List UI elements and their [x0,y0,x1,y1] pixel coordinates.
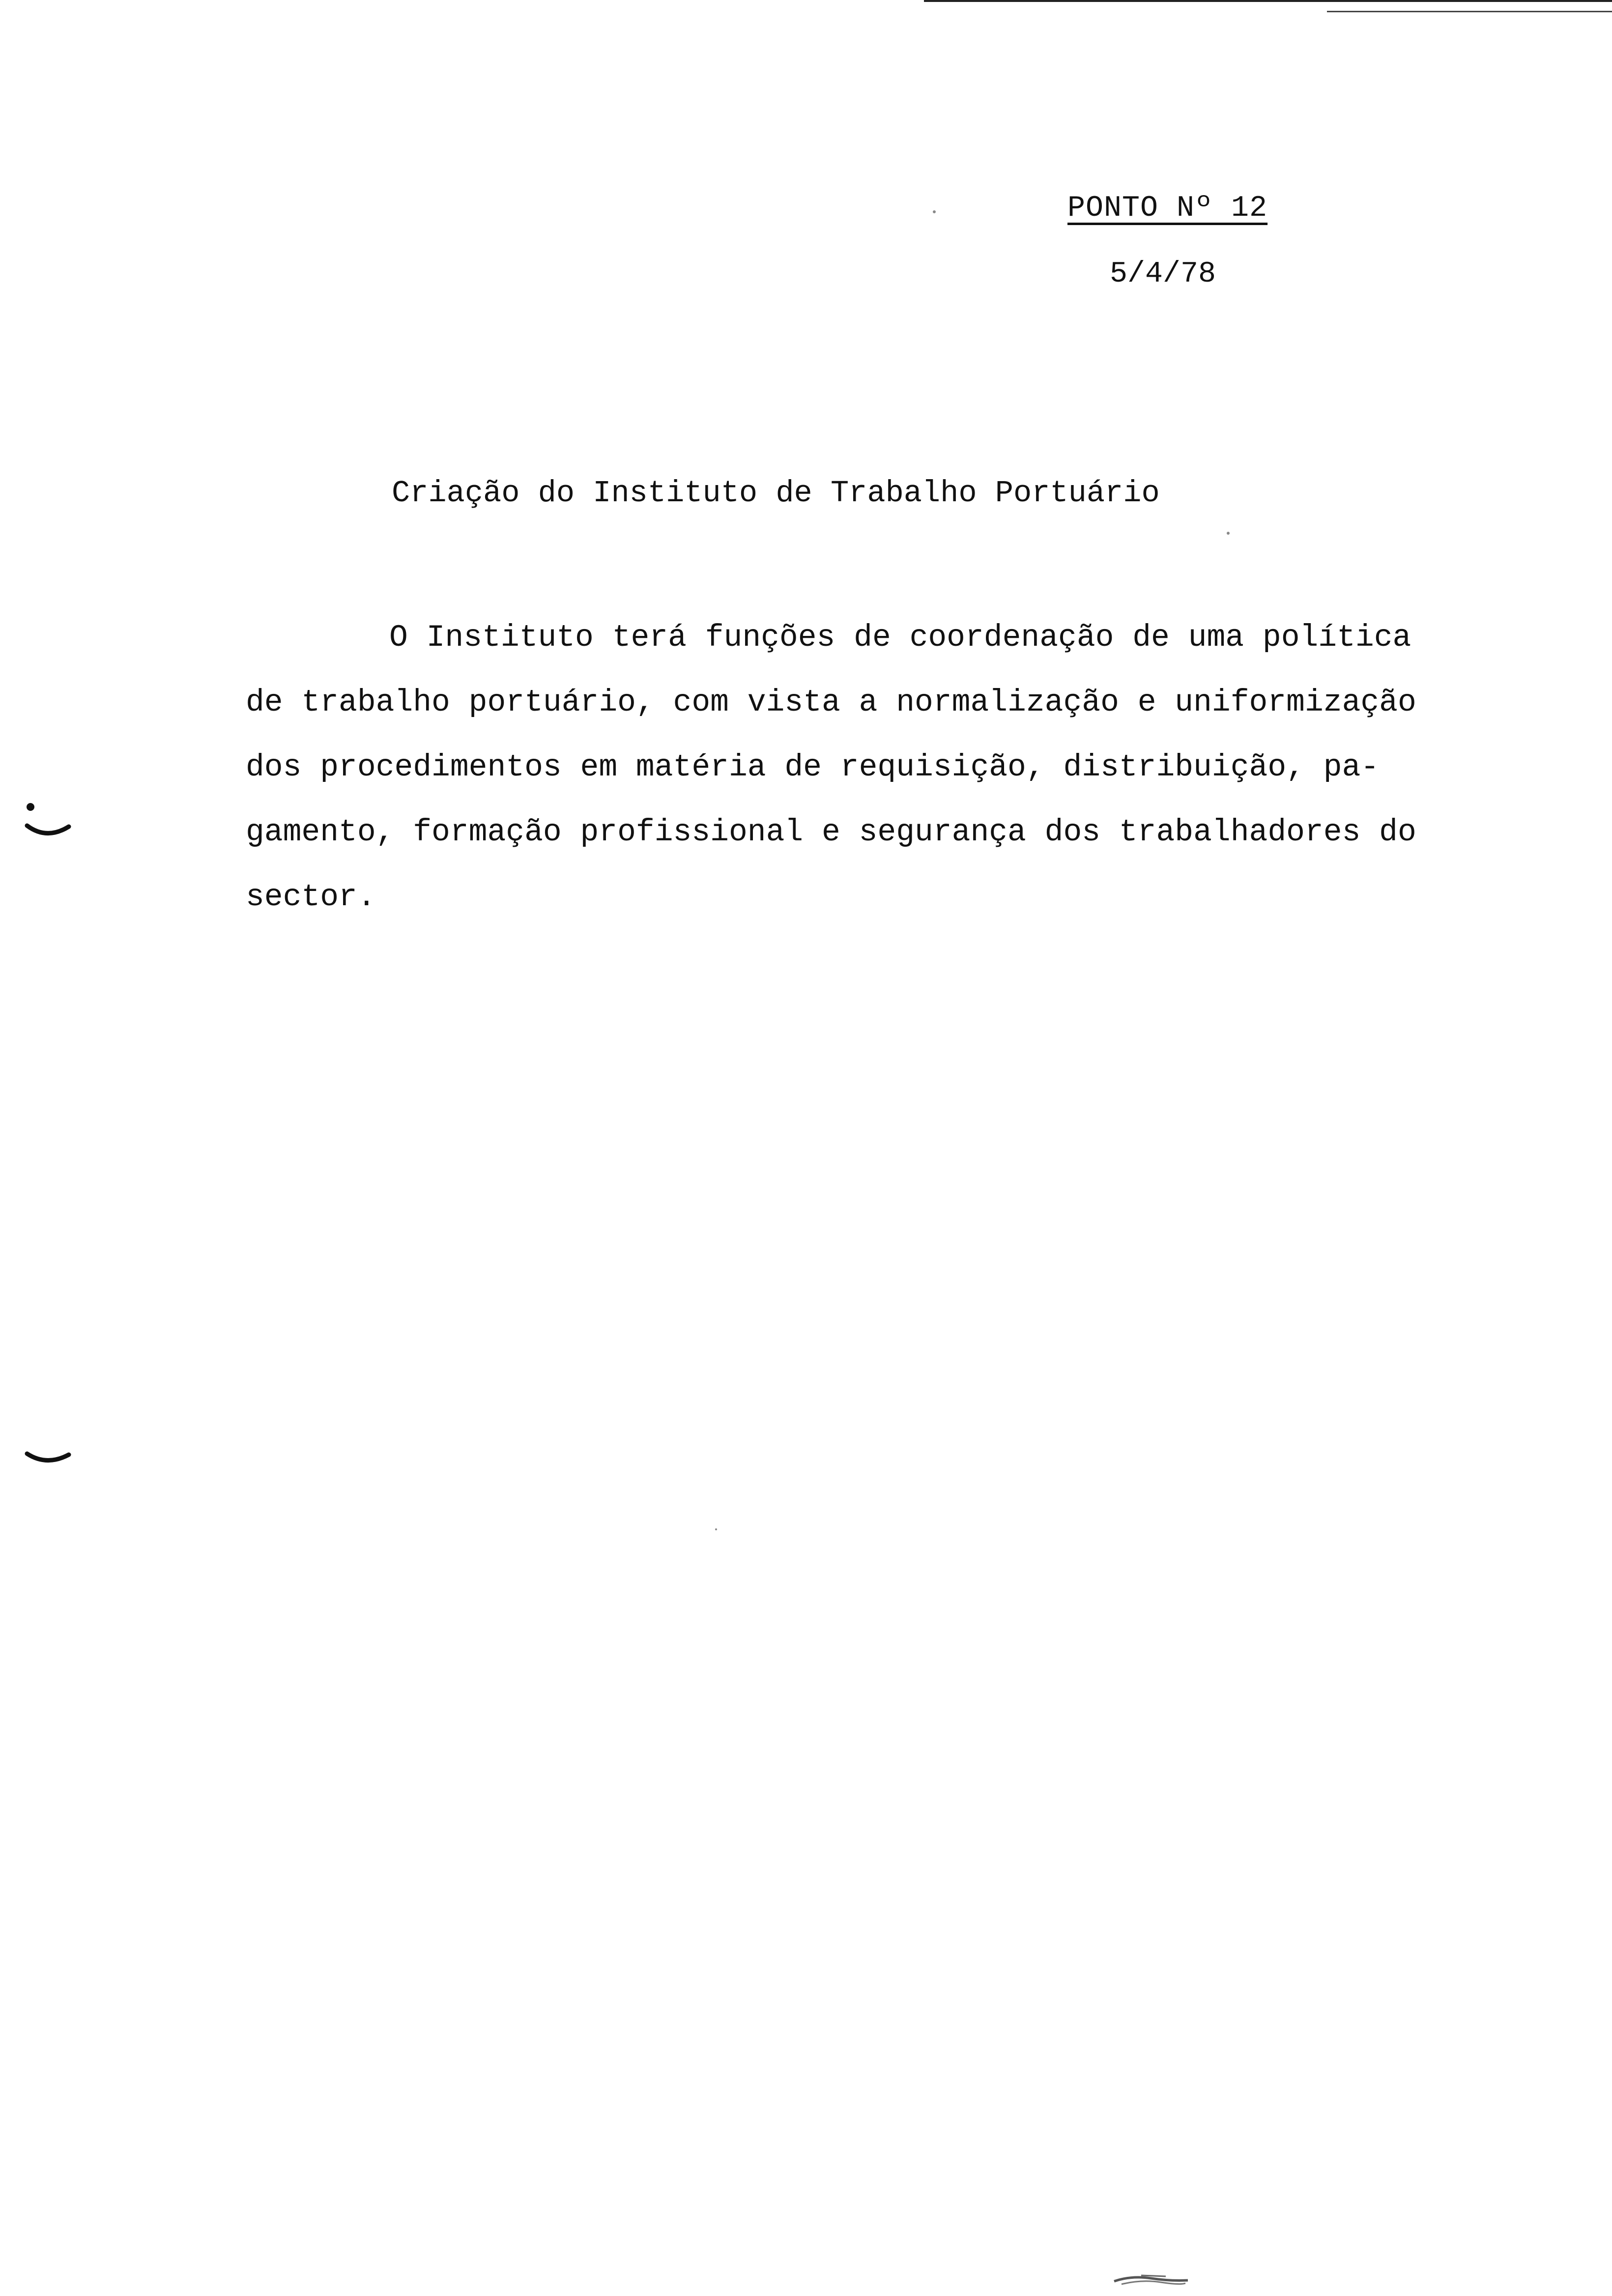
paper-speck [1227,532,1230,535]
paragraph-line: gamento, formação profissional e segurança dos trabalhadores do [246,815,1416,850]
bottom-smudge-mark [1112,2271,1190,2286]
paragraph-line: O Instituto terá funções de coordenação de uma política [389,620,1411,655]
binder-hole-mark-upper [20,801,79,845]
top-edge-line [924,0,1612,2]
paper-speck [715,1528,717,1530]
document-date: 5/4/78 [1110,258,1216,291]
paper-speck [933,210,936,213]
binder-hole-mark-lower [20,1445,79,1474]
ponto-number: PONTO Nº 12 [1067,192,1268,225]
top-edge-line-secondary [1327,11,1612,12]
paragraph-line: sector. [246,880,376,915]
paragraph-line: dos procedimentos em matéria de requisição, distribuição, pa- [246,750,1380,785]
paragraph-line: de trabalho portuário, com vista a normalização e uniformização [246,685,1416,720]
document-title: Criação do Instituto de Trabalho Portuário [392,476,1160,511]
body-paragraph [246,605,1494,930]
